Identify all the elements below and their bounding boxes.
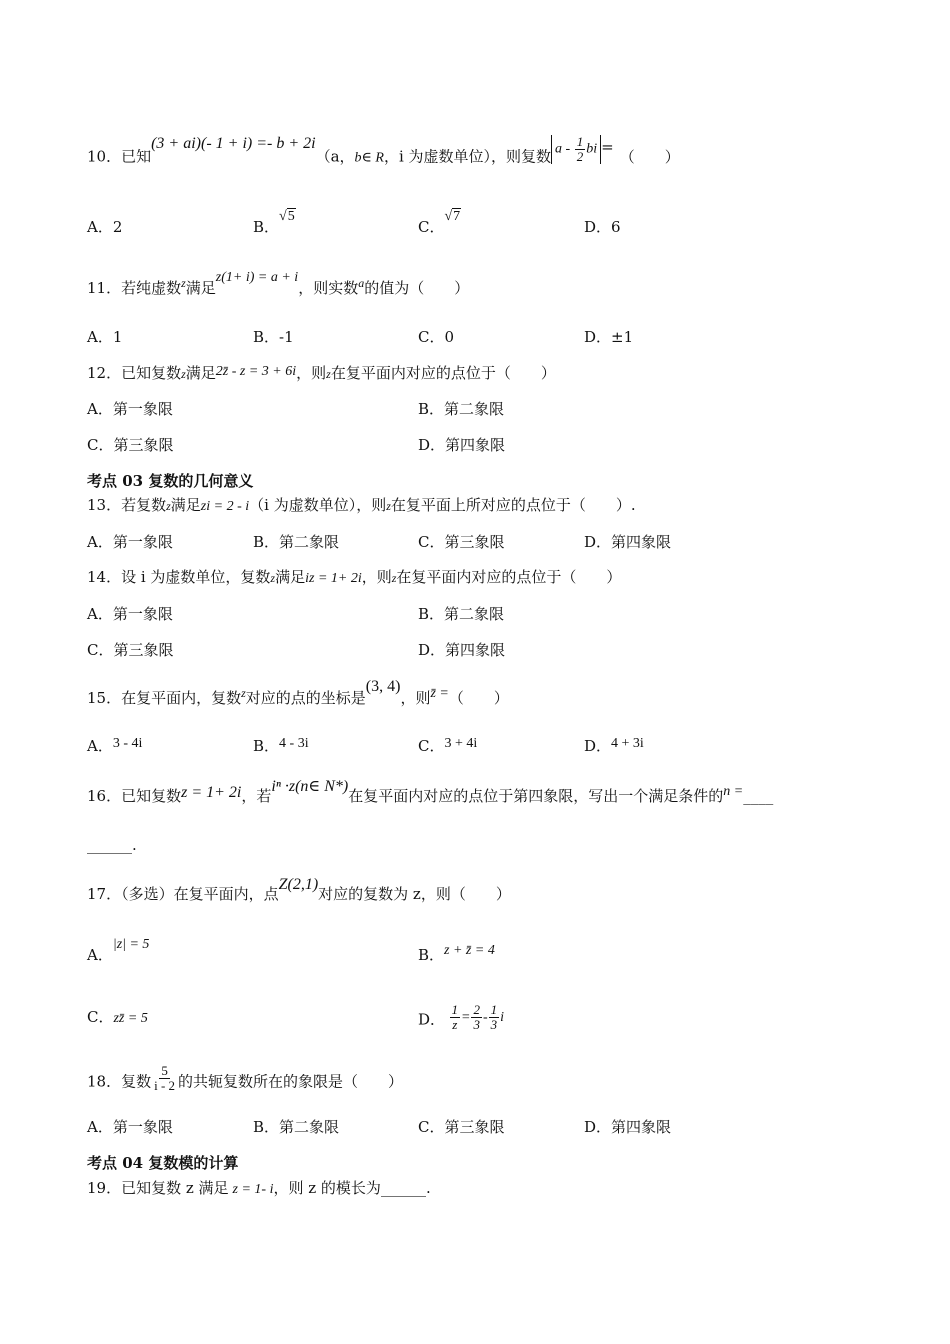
option-b[interactable] [253,1117,339,1137]
option-value: zz̄ = 5 [113,1011,148,1026]
question-16-continued [87,835,137,855]
variable: z [181,276,186,290]
coordinate: (3, 4) [365,678,401,695]
option-value: 第三象限 [444,533,505,551]
option-value: 第一象限 [112,400,173,418]
question-text: 对应的点的坐标是 [245,689,366,707]
option-b[interactable] [253,736,309,758]
option-value: 3 - 4i [112,736,143,751]
question-number: 13．若复数 [87,496,167,514]
option-label: A． [87,737,113,755]
fraction-numerator: 1 [451,1002,459,1017]
question-number: 15．在复平面内，复数 [87,689,242,707]
question-text: 满足 [275,568,306,586]
option-label: C． [418,328,445,346]
option-c[interactable] [418,327,454,347]
question-text: ，则 [361,568,392,586]
option-c[interactable] [418,209,461,239]
option-b[interactable] [253,532,339,552]
answer-paren: （ ） [619,147,680,166]
variable: z [166,499,171,513]
equals-sign: = [601,137,614,156]
option-d[interactable] [418,435,505,455]
fraction-numerator: 1 [576,134,584,149]
option-label: D． [418,1010,446,1029]
question-text: 的值为（ ） [364,279,470,297]
variable: z [386,499,391,513]
imaginary-unit: i [500,1009,505,1025]
modulus-expression [551,135,601,164]
question-number: 19．已知复数 z 满足 [87,1179,229,1197]
option-label: A． [87,400,113,418]
option-value: 1 [112,328,123,346]
fraction-denominator: 3 [473,1017,480,1032]
question-18 [87,1063,404,1097]
question-text: 满足 [185,279,216,297]
question-number: 12．已知复数 [87,364,182,382]
option-c[interactable] [87,435,174,455]
answer-blank[interactable]: ______. [87,836,137,854]
question-number: 17．（多选）在复平面内，点 [87,885,279,903]
question-text: （i 为虚数单位），则 [249,496,387,514]
option-label: A． [87,605,113,623]
question-13 [87,495,636,517]
section-heading-03: 考点 03 复数的几何意义 [87,472,254,490]
option-value: 第一象限 [112,1118,173,1136]
option-d[interactable] [584,1117,671,1137]
option-label: C． [418,737,445,755]
option-label: B． [418,946,445,964]
option-label: D． [584,737,612,755]
abs-suffix: bi [586,141,598,157]
option-value: 0 [444,328,455,346]
option-c[interactable] [87,640,174,660]
section-heading-04: 考点 04 复数模的计算 [87,1154,239,1172]
question-text: 满足 [185,364,216,382]
option-label: C． [418,1118,445,1136]
condition-math: b∈ R [354,150,384,166]
option-c[interactable] [418,1117,505,1137]
option-a[interactable] [87,399,173,419]
abs-prefix: a - [555,141,574,157]
condition-text: （a， [315,147,355,166]
option-label: A． [87,1118,113,1136]
option-a[interactable] [87,604,173,624]
answer-blank[interactable]: ______. [380,1179,431,1197]
question-14 [87,567,621,589]
question-number: 18．复数 [87,1072,152,1091]
option-label: A． [87,946,113,964]
option-b[interactable] [418,945,495,967]
point: Z(2,1) [278,876,319,893]
fraction [450,1003,461,1032]
question-text: ，则 z 的模长为 [273,1179,381,1197]
fraction [471,1003,482,1032]
option-value: 第四象限 [445,436,506,454]
equation: z = 1- i [232,1182,274,1197]
fraction-numerator: 5 [161,1063,168,1078]
option-label: C． [87,641,114,659]
option-value: 第二象限 [444,400,505,418]
option-label: C． [87,436,114,454]
option-label: C． [418,533,445,551]
option-value: 第四象限 [611,1118,672,1136]
question-text: ，i 为虚数单位），则复数 [383,147,552,166]
option-d[interactable] [584,532,671,552]
power-expression: iⁿ ·z(n∈ N*) [271,778,349,795]
equals-sign: = [461,1009,471,1025]
option-b[interactable] [418,399,504,419]
option-value: |z| = 5 [112,937,150,952]
option-d[interactable] [584,327,633,347]
equation: 2z̄ - z = 3 + 6i [215,364,297,379]
question-17 [87,876,511,905]
option-label: A． [87,533,113,551]
option-c[interactable] [418,736,477,758]
fraction [575,135,586,164]
variable: n = [723,784,744,799]
question-text: 在复平面上所对应的点位于（ ）. [390,496,636,514]
option-label: B． [253,328,280,346]
question-text: 的共轭复数所在的象限是（ ） [178,1072,404,1091]
fraction-denominator: i - 2 [154,1078,176,1093]
fraction-numerator: 2 [473,1002,480,1017]
question-number: 16．已知复数 [87,787,182,805]
sqrt-icon: √5 [279,209,295,224]
option-value: 4 + 3i [611,736,644,751]
question-text: ，若 [241,787,272,805]
option-value: 第三象限 [113,436,174,454]
option-value: 4 - 3i [279,736,309,751]
sqrt-icon: √7 [444,209,461,224]
option-a[interactable] [87,217,122,237]
question-19 [87,1178,431,1200]
fraction-denominator: z [452,1017,458,1032]
variable: z [241,686,246,700]
option-b[interactable] [253,209,296,239]
option-label: B． [418,400,445,418]
option-value: 6 [611,218,621,236]
option-value: 第四象限 [611,533,672,551]
fraction-denominator: 3 [490,1017,498,1032]
option-value: z + z̄ = 4 [444,943,495,958]
option-label: C． [418,218,445,236]
option-label: D． [418,641,446,659]
variable: z [181,367,186,381]
variable: z [326,367,331,381]
question-text: 在复平面内对应的点位于（ ） [396,568,622,586]
option-value: 3 + 4i [444,736,478,751]
answer-paren: （ ） [448,689,509,707]
question-10 [87,134,680,172]
question-number: 11．若纯虚数 [87,279,182,297]
equation: z(1+ i) = a + i [215,270,299,285]
option-label: D． [418,436,446,454]
question-number: 14．设 i 为虚数单位，复数 [87,568,271,586]
option-label: D． [584,218,612,236]
minus-sign: - [482,1009,488,1025]
option-b[interactable] [253,327,294,347]
option-label: B． [418,605,445,623]
option-label: D． [584,328,612,346]
option-a[interactable] [87,937,150,967]
variable: z [270,571,276,585]
option-value: 第二象限 [444,605,505,623]
question-text: 在复平面内对应的点位于（ ） [330,364,556,382]
option-value [445,1002,505,1032]
option-label: C． [87,1008,114,1026]
option-value: 第三象限 [113,641,174,659]
question-text: 对应的复数为 z，则（ ） [318,885,511,903]
option-label: B． [253,218,280,236]
option-value: 2 [112,218,123,236]
question-16 [87,778,774,808]
equation: z = 1+ 2i [181,784,242,801]
option-label: A． [87,328,113,346]
fraction [489,1003,500,1032]
question-11 [87,270,470,300]
option-value: ±1 [611,328,634,346]
option-label: B． [253,737,280,755]
question-text: ，则 [400,689,431,707]
question-number: 10．已知 [87,147,152,166]
option-a[interactable] [87,736,142,758]
answer-blank[interactable]: ____ [743,787,774,805]
option-value: 第一象限 [112,605,173,623]
question-12 [87,363,556,385]
option-b[interactable] [418,604,504,624]
fraction-numerator: 1 [490,1002,498,1017]
option-d[interactable] [418,1002,505,1036]
option-value: -1 [279,328,294,346]
option-value: 第三象限 [444,1118,505,1136]
option-label: A． [87,218,113,236]
option-d[interactable] [584,736,644,758]
option-c[interactable] [418,532,505,552]
option-label: B． [253,1118,280,1136]
variable: z [391,571,397,585]
radicand: 5 [287,209,295,224]
equation: zi = 2 - i [200,499,250,514]
option-a[interactable] [87,1117,173,1137]
question-15 [87,678,509,710]
option-d[interactable] [584,217,621,237]
question-text: 在复平面内对应的点位于第四象限，写出一个满足条件的 [348,787,724,805]
conjugate-expression: z̄ = [430,686,449,701]
option-label: D． [584,533,612,551]
option-a[interactable] [87,327,122,347]
equation: iz = 1+ 2i [305,571,362,586]
option-value: 第一象限 [112,533,173,551]
option-a[interactable] [87,532,173,552]
question-text: 满足 [170,496,201,514]
option-d[interactable] [418,640,505,660]
fraction [152,1064,177,1093]
question-text: ，则实数 [298,279,359,297]
option-value: 第二象限 [279,1118,340,1136]
option-c[interactable] [87,1007,148,1029]
equation: (3 + ai)(- 1 + i) =- b + 2i [151,134,316,152]
question-text: ，则 [296,364,327,382]
option-label: D． [584,1118,612,1136]
option-label: B． [253,533,280,551]
option-value: 第四象限 [445,641,506,659]
variable: a [358,276,365,290]
option-value: 第二象限 [279,533,340,551]
radicand: 7 [453,209,461,224]
fraction-denominator: 2 [576,149,584,164]
